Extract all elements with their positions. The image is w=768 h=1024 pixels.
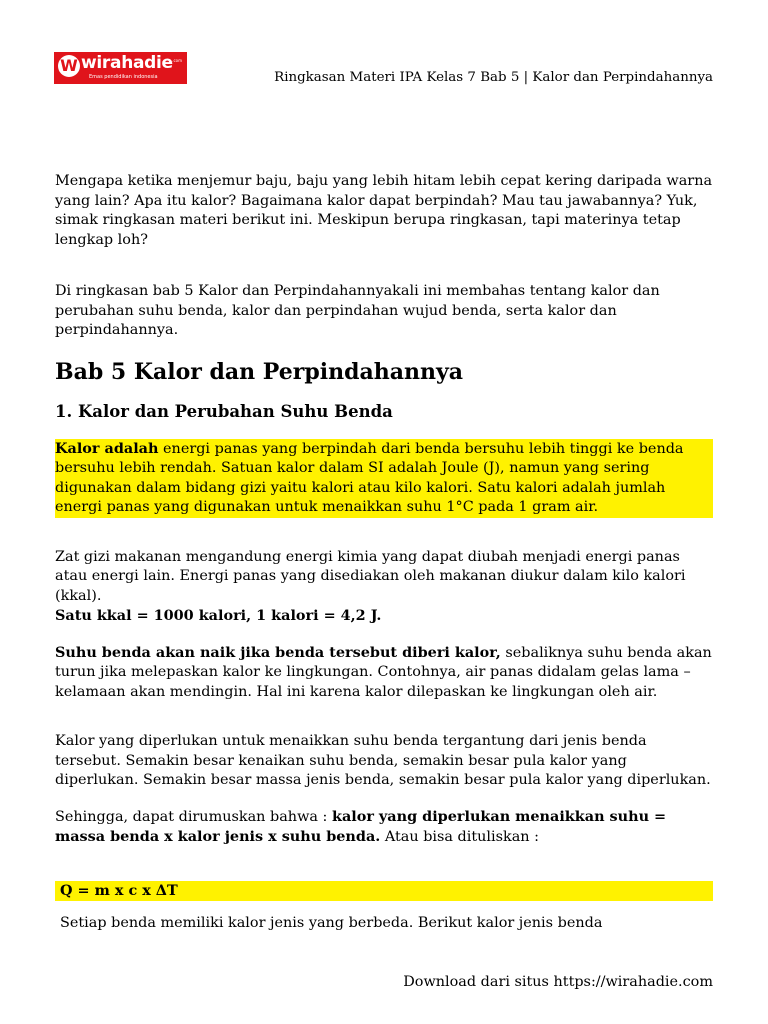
intro-paragraph-2: Di ringkasan bab 5 Kalor dan Perpindahannyakali ini membahas tentang kalor dan perubahan suhu benda, kalor dan perpindahan wujud benda, serta kalor dan perpindahannya.: [55, 283, 660, 338]
formula-paragraph: [55, 807, 713, 848]
logo-mark-icon: W: [58, 55, 80, 77]
formula-end: Atau bisa dituliskan :: [380, 829, 539, 845]
kalor-definition-term: Kalor adalah: [55, 439, 159, 457]
wirahadie-logo: [54, 52, 187, 84]
kalor-jenis-intro: Setiap benda memiliki kalor jenis yang berbeda. Berikut kalor jenis benda: [60, 915, 603, 931]
formula: Q = m x c x ΔT: [60, 881, 178, 899]
document-body: [55, 172, 713, 934]
gizi-text: Zat gizi makanan mengandung energi kimia yang dapat diubah menjadi energi panas atau energi lain. Energi panas yang disediakan oleh makanan diukur dalam kilo kalori (kkal).: [55, 548, 686, 604]
footer-download-note: Download dari situs https://wirahadie.com: [403, 974, 713, 990]
formula-bold: kalor yang diperlukan menaikkan suhu = massa benda x kalor jenis x suhu benda.: [55, 807, 667, 845]
formula-box: [55, 881, 713, 902]
logo-tagline: Emas pendidikan indonesia: [89, 74, 158, 80]
intro-paragraph-1: Mengapa ketika menjemur baju, baju yang lebih hitam lebih cepat kering daripada warna yang lain? Apa itu kalor? Bagaimana kalor dapat berpindah? Mau tau jawabannya? Yuk, simak ringkasan materi berikut ini. Meskipun berupa ringkasan, tapi materinya tetap lengkap loh?: [55, 173, 713, 248]
suhu-bold: Suhu benda akan naik jika benda tersebut diberi kalor,: [55, 643, 501, 661]
gizi-paragraph: [55, 548, 713, 627]
formula-intro: Sehingga, dapat dirumuskan bahwa :: [55, 808, 332, 825]
kalor-definition-text: energi panas yang berpindah dari benda bersuhu lebih tinggi ke benda bersuhu lebih rendah. Satuan kalor dalam SI adalah Joule (J), namun yang sering digunakan dalam bidang gizi yaitu kalori atau kilo kalori. Satu kalori adalah jumlah energi panas yang digunakan untuk menaikkan suhu 1°C pada 1 gram air.: [55, 440, 684, 515]
running-header: Ringkasan Materi IPA Kelas 7 Bab 5 | Kalor dan Perpindahannya: [274, 70, 713, 85]
kalor-definition: [55, 439, 713, 518]
section-title: 1. Kalor dan Perubahan Suhu Benda: [55, 401, 393, 421]
suhu-text: sebaliknya suhu benda akan turun jika melepaskan kalor ke lingkungan. Contohnya, air panas didalam gelas lama – kelamaan akan mendingin. Hal ini karena kalor dilepaskan ke lingkungan oleh air.: [55, 644, 712, 700]
suhu-paragraph: [55, 643, 713, 703]
logo-name: wirahadie: [81, 53, 173, 73]
kalor-depend-paragraph: Kalor yang diperlukan untuk menaikkan suhu benda tergantung dari jenis benda tersebut. Semakin besar kenaikan suhu benda, semakin besar pula kalor yang diperlukan. Semakin besar massa jenis benda, semakin besar pula kalor yang diperlukan.: [55, 733, 711, 788]
chapter-title: Bab 5 Kalor dan Perpindahannya: [55, 358, 463, 385]
logo-domain: .com: [172, 58, 182, 63]
gizi-conversion: Satu kkal = 1000 kalori, 1 kalori = 4,2 J.: [55, 607, 382, 624]
